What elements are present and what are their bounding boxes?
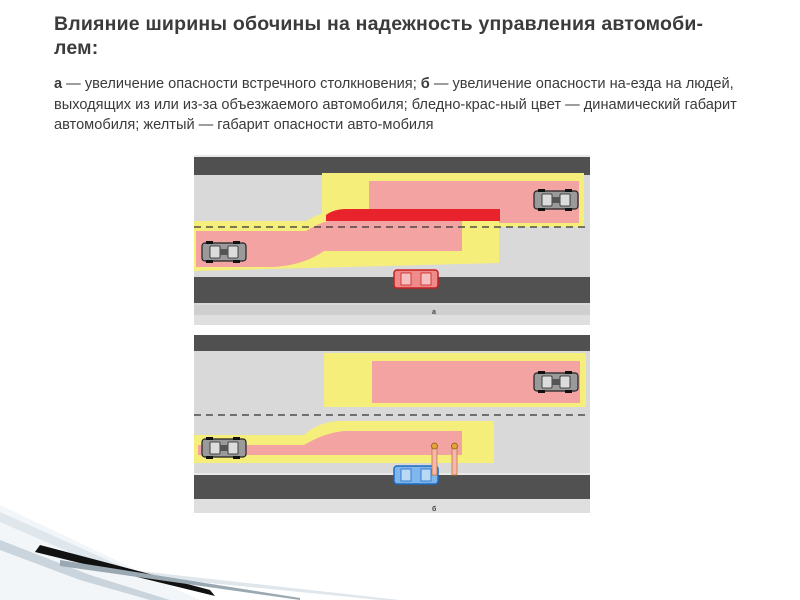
panel-b-label: б — [432, 506, 437, 513]
figure-caption — [54, 74, 744, 136]
panel-a-road-top — [194, 157, 590, 175]
panel-b-parked-car-icon — [394, 466, 438, 484]
caption-letter-a: а — [54, 76, 63, 92]
caption-text-b: — увеличение опасности на-езда на людей, выходящих из или из-за объезжаемого автомобиля; бледно-крас-ный цвет — динамический габарит автомобиля; желтый — габарит опасности авто-мобиля — [54, 76, 737, 133]
panel-b — [194, 335, 590, 513]
panel-b-oncoming-car-icon — [534, 371, 578, 393]
page-title: Влияние ширины обочины на надежность управления автомоби-лем: — [54, 13, 704, 59]
panel-b-road-bottom — [194, 475, 590, 499]
panel-a-shoulder — [194, 305, 590, 315]
panel-a-label: а — [432, 309, 436, 316]
panel-a-conflict-zone — [326, 209, 500, 221]
panel-a-own-car-icon — [202, 241, 246, 263]
panel-b-text-strip — [194, 499, 590, 513]
panel-a-road-bottom — [194, 277, 590, 303]
panel-b-own-car-icon — [202, 437, 246, 459]
panel-a-text-strip — [194, 315, 590, 325]
caption-text-a: — увеличение опасности встречного столкновения; — [62, 76, 421, 92]
caption-letter-b: б — [420, 76, 430, 92]
panel-b-road-top — [194, 335, 590, 351]
panel-a-oncoming-car-icon — [534, 189, 578, 211]
panel-a — [194, 155, 590, 325]
shoulder-width-diagram — [194, 155, 590, 513]
panel-a-parked-car-icon — [394, 270, 438, 288]
